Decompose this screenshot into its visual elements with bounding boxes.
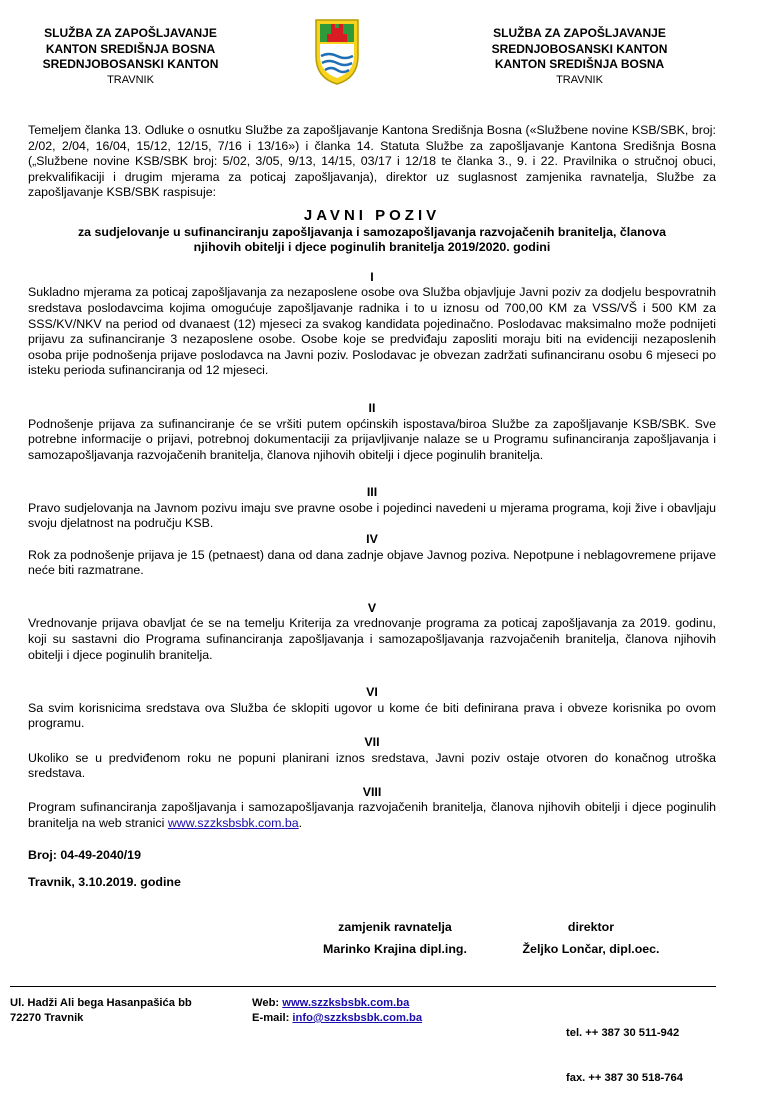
footer-address-line-2: 72270 Travnik [10,1012,84,1024]
section-number: V [367,600,377,615]
signature-left-role: zamjenik ravnatelja [338,920,452,934]
header-left-line-2: KANTON SREDIŠNJA BOSNA [45,41,216,56]
section-number: III [366,485,378,500]
signature-left-name: Marinko Krajina dipl.ing. [323,942,467,956]
header-right-line-3: KANTON SREDIŠNJA BOSNA [494,57,665,71]
footer-email-link[interactable]: info@szzksbsbk.com.ba [292,1012,423,1024]
document-title: JAVNI POZIV [303,206,441,224]
intro-paragraph: Temeljem članka 13. Odluke o osnutku Službe za zapošljavanje Kantona Središnja Bosna («Službene novine KSB/SBK, broj: 2/02, 2/04, 16/04, 15/12, 12/15, 7/16 i 13/16») i članka 14. Statuta Službe za zapošljavanje Kantona Središnja Bosna („Službene novine KSB/SBK broj: 5/02, 3/05, 9/13, 14/15, 03/17 i 12/18 te članka 3., 9. i 22. Pravilnika o stručnoj obuci, prekvalifikaciji i drugim mjerama za poticaj zapošljavanja), direktor uz suglasnost zamjenika ravnatelja, Službe za zapošljavanje KSB/SBK raspisuje: [28,123,716,200]
section-8-after: . [298,815,303,830]
section-number: VI [366,685,378,700]
section-text: Sa svim korisnicima sredstava ova Služba će sklopiti ugovor u kome će biti definirana prava i obveze korisnika po ovom programu. [28,700,716,731]
footer-address-line-1: Ul. Hadži Ali bega Hasanpašića bb [10,997,192,1009]
signature-right [506,916,676,960]
footer-divider [10,986,716,987]
section-number: VIII [362,784,382,799]
document-subtitle: za sudjelovanje u sufinanciranju zapošljavanja i samozapošljavanja razvojačenih branitelja, članova njihovih obitelji i djece poginulih branitelja 2019/2020. godini [77,224,667,255]
header-left-city: TRAVNIK [107,73,154,86]
header-left-line-3: SREDNJOBOSANSKI KANTON [42,57,219,71]
section-text: Sukladno mjerama za poticaj zapošljavanja za nezaposlene osobe ova Služba objavljuje Javni poziv za dodjelu bespovratnih sredstava poslodavcima kojima omogućuje zapošljavanje radnika i to u iznosu od 700,00 KM za VSS/VŠ i 500 KM za SSS/KV/NKV na period od dvanaest (12) mjeseci za svakog kandidata pojedinačno. Poslodavac maksimalno može podnijeti prijavu za sufinanciranje 3 nezaposlene osobe. Osobe koje se predviđaju zaposliti moraju biti na evidenciji nezaposlenih osoba prije podnošenja prijave poslodavca na Javni poziv. Poslodavac je obvezan zadržati sufinanciranu osobu 6 mjeseci po isteku perioda sufinanciranja od 12 mjeseci. [28,285,716,378]
footer-web-link[interactable]: www.szzksbsbk.com.ba [282,997,410,1009]
header-right-line-1: SLUŽBA ZA ZAPOŠLJAVANJE [493,26,666,40]
section-number: I [370,269,374,284]
footer-tel: tel. ++ 387 30 511-942 [566,1027,680,1039]
signature-left [312,916,478,960]
footer-address [10,996,192,1026]
footer-web-label: Web: [252,997,280,1009]
section-text: Rok za podnošenje prijava je 15 (petnaest) dana od dana zadnje objave Javnog poziva. Nepotpune i neblagovremene prijave neće biti razmatrane. [28,547,716,578]
footer-phone [566,996,683,1101]
section-text: Ukoliko se u predviđenom roku ne popuni planirani iznos sredstava, Javni poziv ostaje otvoren do konačnog utroška sredstava. [28,750,716,781]
signature-right-name: Željko Lončar, dipl.oec. [522,942,660,956]
section-8-text: Program sufinanciranja zapošljavanja i samozapošljavanja razvojačenih branitelja, članova njihovih obitelji i djece poginulih branitelja na web stranici [28,800,716,830]
section-number: IV [366,532,378,547]
header-right-city: TRAVNIK [556,73,603,86]
canton-coat-of-arms-icon [314,16,360,86]
section-text [28,800,716,831]
footer-contacts [252,996,422,1026]
document-body [28,123,716,891]
section-text: Vrednovanje prijava obavljat će se na temelju Kriterija za vrednovanje programa za poticaj zapošljavanja za 2019. godinu, koji su sastavni dio Programa sufinanciranja zapošljavanja i samozapošljavanja razvojačenih branitelja, članova njihovih obitelji i djece poginulih branitelja. [28,616,716,662]
header-left-line-1: SLUŽBA ZA ZAPOŠLJAVANJE [44,26,217,40]
website-link[interactable]: www.szzksbsbk.com.ba [167,815,299,830]
footer-fax: fax. ++ 387 30 518-764 [566,1072,683,1084]
section-text: Podnošenje prijava za sufinanciranje će se vršiti putem općinskih ispostava/biroa Službe za zapošljavanje KSB/SBK. Sve potrebne informacije o prijavi, potrebnoj dokumentaciji za prijavljivanje nalaze se u Programu sufinanciranja zapošljavanja i samozapošljavanja razvojačenih branitelja, članova njihovih obitelji i djece poginulih branitelja. [28,416,716,462]
section-number: II [368,400,376,415]
footer-email-label: E-mail: [252,1012,290,1024]
reference-number: Broj: 04-49-2040/19 [28,847,141,862]
place-date: Travnik, 3.10.2019. godine [28,875,181,890]
signature-right-role: direktor [567,920,615,934]
header-left [28,26,233,88]
section-text: Pravo sudjelovanja na Javnom pozivu imaju sve pravne osobe i pojedinci navedeni u mjerama programa, koji žive i obavljaju svoju djelatnost na području KSB. [28,500,716,531]
header-right [472,26,687,88]
section-number: VII [364,735,380,749]
header-right-line-2: SREDNJOBOSANSKI KANTON [491,41,668,56]
